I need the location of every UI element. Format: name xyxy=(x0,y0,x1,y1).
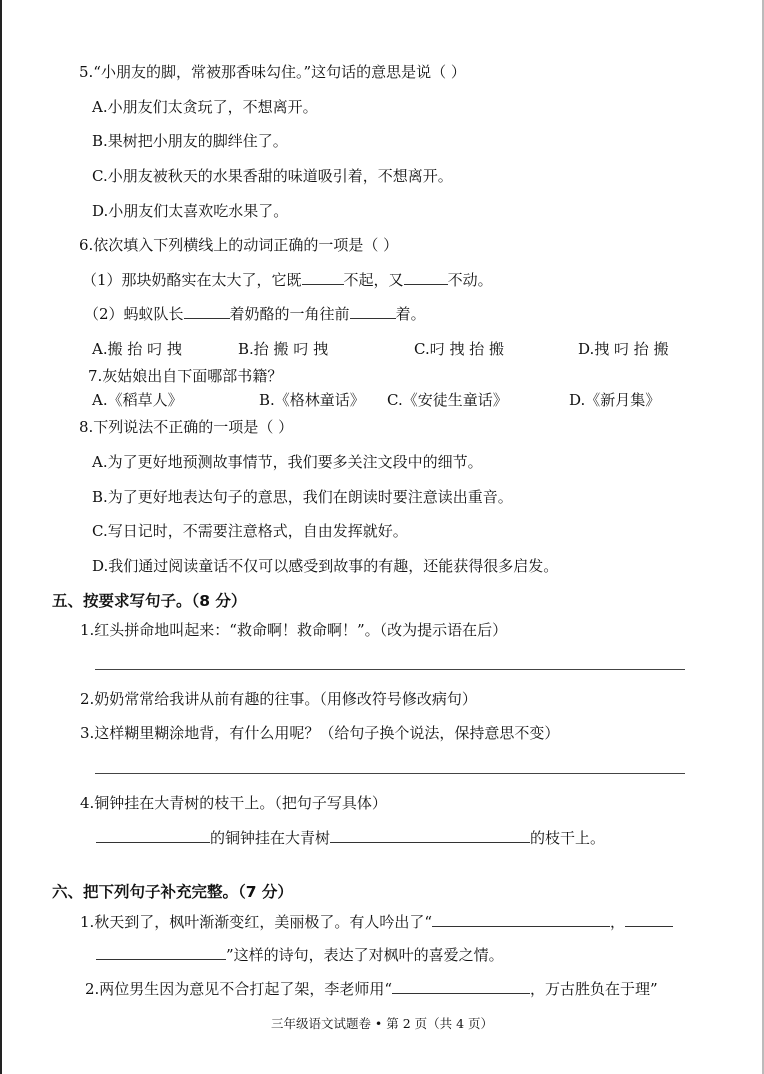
q7-stem: 7.灰姑娘出自下面哪部书籍？ xyxy=(88,367,283,385)
q5-option-c: C.小朋友被秋天的水果香甜的味道吸引着，不想离开。 xyxy=(92,167,453,185)
s5-q4-part2: 的枝干上。 xyxy=(530,829,606,847)
page-left-border xyxy=(0,0,2,1074)
q6-s2-blank-2[interactable] xyxy=(350,304,396,319)
q6-s1-part1: （1）那块奶酪实在太大了，它既 xyxy=(82,271,302,289)
s6-q1-blank-2[interactable] xyxy=(625,912,673,927)
q8-option-a: A.为了更好地预测故事情节，我们要多关注文段中的细节。 xyxy=(92,453,483,471)
s6-q1-part3: ”这样的诗句，表达了对枫叶的喜爱之情。 xyxy=(226,946,504,964)
section-5-title: 五、按要求写句子。（8 分） xyxy=(52,592,247,610)
s6-q1-part1: 1.秋天到了，枫叶渐渐变红，美丽极了。有人吟出了“ xyxy=(80,913,432,931)
s5-q4: 4.铜钟挂在大青树的枝干上。（把句子写具体） xyxy=(80,794,387,812)
q6-option-d: D.拽 叼 抬 搬 xyxy=(578,340,669,358)
q8-option-b: B.为了更好地表达句子的意思，我们在朗读时要注意读出重音。 xyxy=(92,488,513,506)
q5-option-b: B.果树把小朋友的脚绊住了。 xyxy=(92,132,288,150)
q6-s2-part2: 着奶酪的一角往前 xyxy=(229,305,350,323)
s6-q1-line1 xyxy=(80,912,673,932)
q6-s1-part2: 不起，又 xyxy=(343,271,404,289)
s6-q2 xyxy=(85,979,658,999)
q6-s2-part3: 着。 xyxy=(395,305,426,323)
s5-q1-answer-line[interactable] xyxy=(95,669,685,670)
q6-s1-part3: 不动。 xyxy=(447,271,493,289)
s5-q4-blank-2[interactable] xyxy=(330,828,530,843)
s6-q2-blank-1[interactable] xyxy=(392,979,530,994)
q6-option-b: B.抬 搬 叼 拽 xyxy=(238,340,329,358)
s6-q2-part2: ，万古胜负在于理” xyxy=(529,980,658,998)
s6-q1-line2 xyxy=(96,945,504,965)
q7-option-c: C.《安徒生童话》 xyxy=(387,391,508,409)
section-6-title: 六、把下列句子补充完整。（7 分） xyxy=(52,883,293,901)
q6-s2-blank-1[interactable] xyxy=(184,304,230,319)
q6-s1-blank-1[interactable] xyxy=(302,270,344,285)
s5-q3-answer-line[interactable] xyxy=(95,773,685,774)
s6-q1-blank-1[interactable] xyxy=(432,912,610,927)
q5-option-d: D.小朋友们太喜欢吃水果了。 xyxy=(92,202,289,220)
q6-sentence-2 xyxy=(84,304,426,324)
q6-option-c: C.叼 拽 抬 搬 xyxy=(414,340,505,358)
s5-q3: 3.这样糊里糊涂地背，有什么用呢？（给句子换个说法，保持意思不变） xyxy=(80,724,560,742)
q6-s1-blank-2[interactable] xyxy=(404,270,448,285)
q6-stem: 6.依次填入下列横线上的动词正确的一项是（ ） xyxy=(79,236,399,254)
q7-option-a: A.《稻草人》 xyxy=(92,391,183,409)
q8-option-c: C.写日记时，不需要注意格式，自由发挥就好。 xyxy=(92,522,408,540)
s6-q2-part1: 2.两位男生因为意见不合打起了架，李老师用“ xyxy=(85,980,392,998)
q6-sentence-1 xyxy=(82,270,493,290)
s5-q4-part1: 的铜钟挂在大青树 xyxy=(210,829,331,847)
s6-q1-part2: ， xyxy=(609,913,625,931)
q6-option-a: A.搬 抬 叼 拽 xyxy=(92,340,182,358)
s5-q4-blank-1[interactable] xyxy=(96,828,210,843)
q7-option-b: B.《格林童话》 xyxy=(259,391,365,409)
q8-option-d: D.我们通过阅读童话不仅可以感受到故事的有趣，还能获得很多启发。 xyxy=(92,557,559,575)
s5-q4-fill xyxy=(96,828,605,848)
q8-stem: 8.下列说法不正确的一项是（ ） xyxy=(79,418,294,436)
q7-option-d: D.《新月集》 xyxy=(569,391,661,409)
q6-s2-part1: （2）蚂蚁队长 xyxy=(84,305,184,323)
page-footer: 三年级语文试题卷 • 第 2 页（共 4 页） xyxy=(270,1016,494,1031)
s5-q2: 2.奶奶常常给我讲从前有趣的往事。（用修改符号修改病句） xyxy=(80,690,477,708)
s6-q1-blank-3[interactable] xyxy=(96,945,226,960)
q5-stem: 5.“小朋友的脚，常被那香味勾住。”这句话的意思是说（ ） xyxy=(79,63,466,81)
s5-q1: 1.红头拼命地叫起来：“救命啊！救命啊！”。（改为提示语在后） xyxy=(80,621,508,639)
q5-option-a: A.小朋友们太贪玩了，不想离开。 xyxy=(92,98,318,116)
